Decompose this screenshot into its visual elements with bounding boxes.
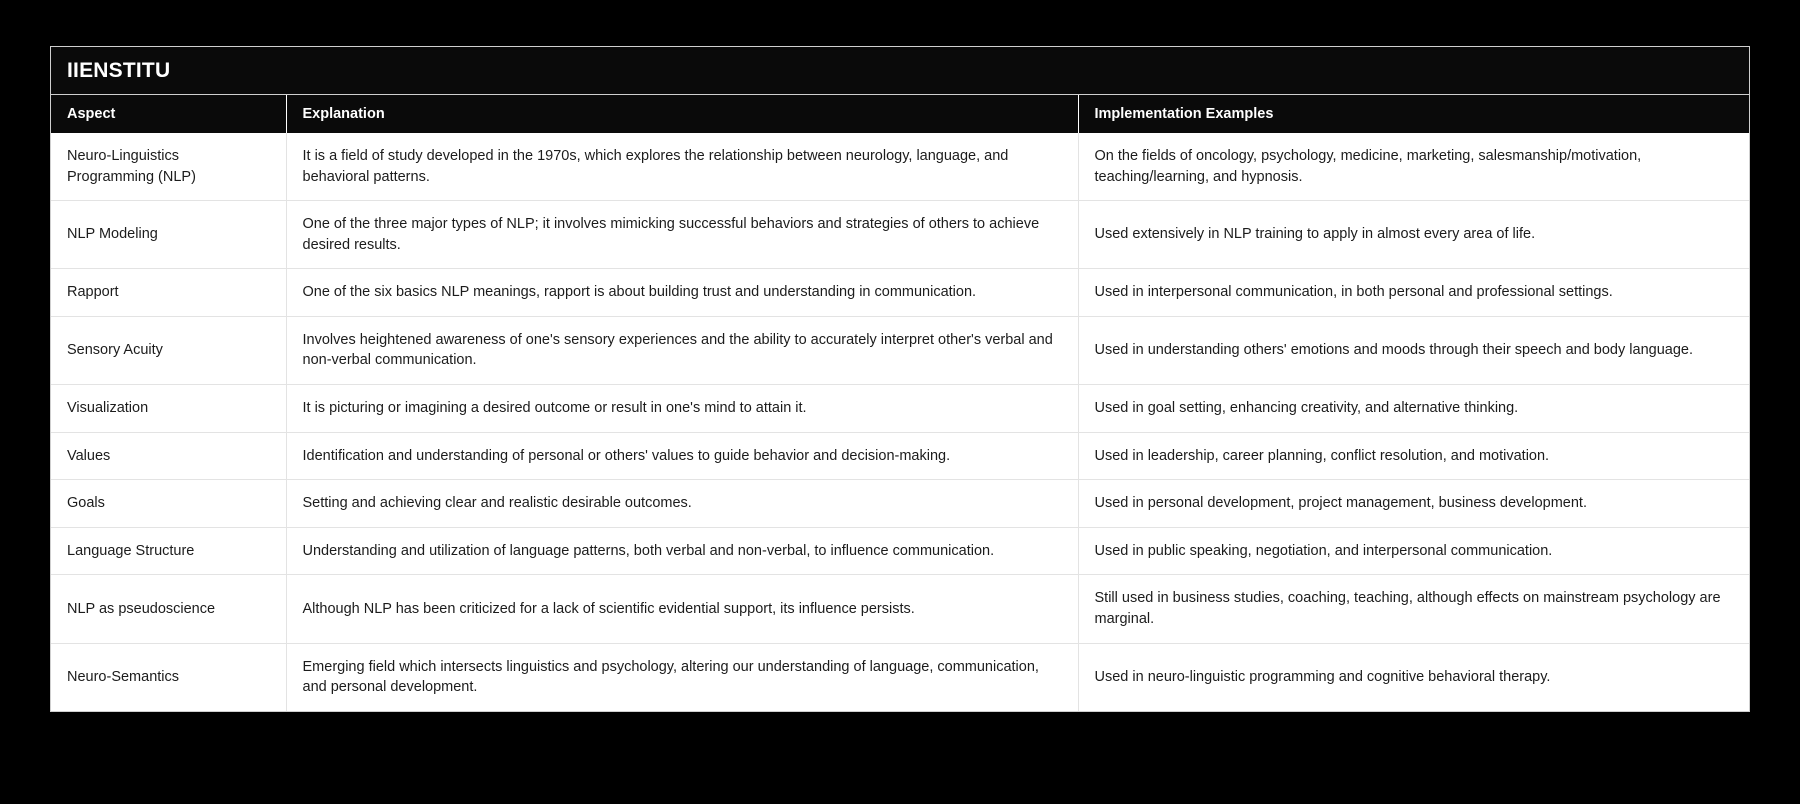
cell-explanation: Setting and achieving clear and realistic desirable outcomes. [286, 480, 1078, 528]
table-row [51, 432, 1749, 480]
cell-implementation: Used in personal development, project management, business development. [1078, 480, 1749, 528]
cell-explanation: One of the three major types of NLP; it involves mimicking successful behaviors and strategies of others to achieve desired results. [286, 201, 1078, 269]
cell-implementation: On the fields of oncology, psychology, medicine, marketing, salesmanship/motivation, teaching/learning, and hypnosis. [1078, 133, 1749, 201]
cell-aspect: NLP Modeling [51, 201, 286, 269]
table-body [51, 133, 1749, 711]
table-row [51, 643, 1749, 711]
table-head [51, 95, 1749, 133]
cell-explanation: One of the six basics NLP meanings, rapport is about building trust and understanding in communication. [286, 269, 1078, 317]
cell-implementation: Used in public speaking, negotiation, and interpersonal communication. [1078, 527, 1749, 575]
cell-explanation: Although NLP has been criticized for a lack of scientific evidential support, its influence persists. [286, 575, 1078, 643]
cell-aspect: Sensory Acuity [51, 316, 286, 384]
table-row [51, 480, 1749, 528]
cell-explanation: It is picturing or imagining a desired outcome or result in one's mind to attain it. [286, 385, 1078, 433]
column-header-explanation: Explanation [286, 95, 1078, 133]
cell-implementation: Still used in business studies, coaching, teaching, although effects on mainstream psychology are marginal. [1078, 575, 1749, 643]
brand-title: IIENSTITU [67, 58, 171, 82]
cell-explanation: Identification and understanding of personal or others' values to guide behavior and decision-making. [286, 432, 1078, 480]
cell-aspect: Language Structure [51, 527, 286, 575]
cell-explanation: Involves heightened awareness of one's sensory experiences and the ability to accurately interpret other's verbal and non-verbal communication. [286, 316, 1078, 384]
cell-explanation: Emerging field which intersects linguistics and psychology, altering our understanding of language, communication, and personal development. [286, 643, 1078, 711]
table-row [51, 575, 1749, 643]
column-header-implementation-examples: Implementation Examples [1078, 95, 1749, 133]
table-row [51, 133, 1749, 201]
table-row [51, 269, 1749, 317]
table-row [51, 201, 1749, 269]
cell-implementation: Used in goal setting, enhancing creativity, and alternative thinking. [1078, 385, 1749, 433]
table-row [51, 527, 1749, 575]
cell-explanation: It is a field of study developed in the 1970s, which explores the relationship between neurology, language, and behavioral patterns. [286, 133, 1078, 201]
nlp-aspects-table-card [50, 46, 1750, 712]
table-header-row [51, 95, 1749, 133]
table-row [51, 385, 1749, 433]
cell-aspect: NLP as pseudoscience [51, 575, 286, 643]
cell-aspect: Goals [51, 480, 286, 528]
cell-aspect: Rapport [51, 269, 286, 317]
cell-implementation: Used extensively in NLP training to apply in almost every area of life. [1078, 201, 1749, 269]
cell-implementation: Used in leadership, career planning, conflict resolution, and motivation. [1078, 432, 1749, 480]
cell-aspect: Values [51, 432, 286, 480]
cell-implementation: Used in interpersonal communication, in both personal and professional settings. [1078, 269, 1749, 317]
column-header-aspect: Aspect [51, 95, 286, 133]
cell-implementation: Used in neuro-linguistic programming and cognitive behavioral therapy. [1078, 643, 1749, 711]
table-row [51, 316, 1749, 384]
cell-aspect: Visualization [51, 385, 286, 433]
cell-aspect: Neuro-Semantics [51, 643, 286, 711]
cell-aspect: Neuro-Linguistics Programming (NLP) [51, 133, 286, 201]
cell-explanation: Understanding and utilization of language patterns, both verbal and non-verbal, to influence communication. [286, 527, 1078, 575]
cell-implementation: Used in understanding others' emotions and moods through their speech and body language. [1078, 316, 1749, 384]
nlp-aspects-table [51, 95, 1749, 711]
brand-header [51, 47, 1749, 95]
